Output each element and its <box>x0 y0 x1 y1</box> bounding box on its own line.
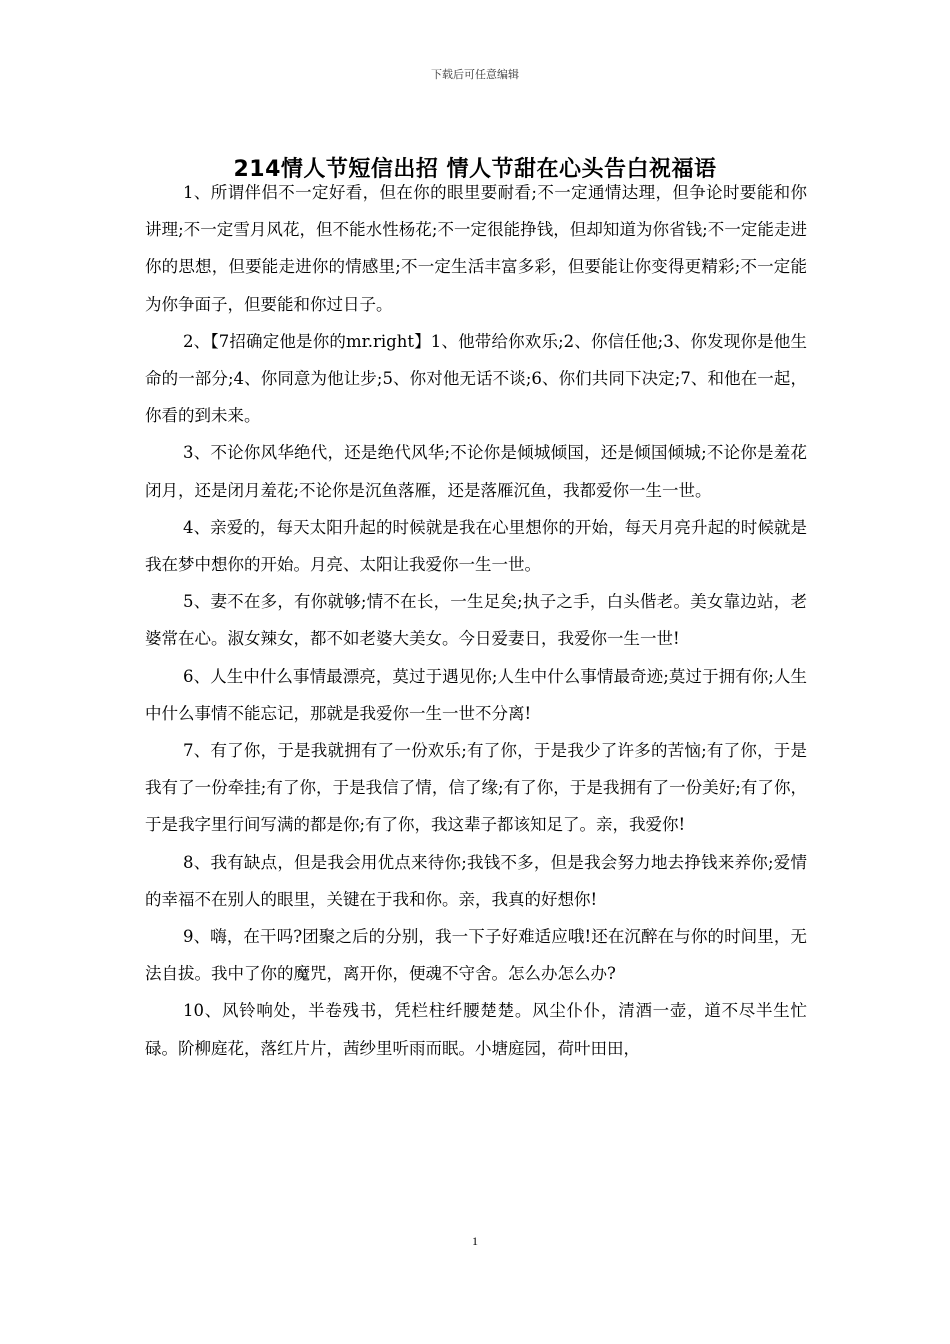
paragraph-6: 6、人生中什么事情最漂亮，莫过于遇见你;人生中什么事情最奇迹;莫过于拥有你;人生中什么事情不能忘记，那就是我爱你一生一世不分离! <box>145 666 807 723</box>
paragraph-3: 3、不论你风华绝代，还是绝代风华;不论你是倾城倾国，还是倾国倾城;不论你是羞花闭月，还是闭月羞花;不论你是沉鱼落雁，还是落雁沉鱼，我都爱你一生一世。 <box>145 443 807 500</box>
paragraph-10: 10、风铃响处，半卷残书，凭栏柱纤腰楚楚。风尘仆仆，清酒一壶，道不尽半生忙碌。阶柳庭花，落红片片，茜纱里听雨而眠。小塘庭园，荷叶田田， <box>145 1001 807 1058</box>
page-number: 1 <box>472 1234 478 1248</box>
document-body <box>145 174 807 1067</box>
paragraph-8: 8、我有缺点，但是我会用优点来待你;我钱不多，但是我会努力地去挣钱来养你;爱情的幸福不在别人的眼里，关键在于我和你。亲，我真的好想你! <box>145 852 807 909</box>
paragraph-5: 5、妻不在多，有你就够;情不在长，一生足矣;执子之手，白头偕老。美女靠边站，老婆常在心。淑女辣女，都不如老婆大美女。今日爱妻日，我爱你一生一世! <box>145 592 807 649</box>
paragraph-2: 2、【7招确定他是你的mr.right】1、他带给你欢乐;2、你信任他;3、你发现你是他生命的一部分;4、你同意为他让步;5、你对他无话不谈;6、你们共同下决定;7、和他在一起，你看的到未来。 <box>145 331 807 426</box>
header-note: 下载后可任意编辑 <box>431 68 519 81</box>
paragraph-4: 4、亲爱的，每天太阳升起的时候就是我在心里想你的开始，每天月亮升起的时候就是我在梦中想你的开始。月亮、太阳让我爱你一生一世。 <box>145 517 807 575</box>
paragraph-1: 1、所谓伴侣不一定好看，但在你的眼里要耐看;不一定通情达理，但争论时要能和你讲理;不一定雪月风花，但不能水性杨花;不一定很能挣钱，但却知道为你省钱;不一定能走进你的思想，但要能走进你的情感里;不一定生活丰富多彩，但要能让你变得更精彩;不一定能为你争面子，但要能和你过日子。 <box>145 183 807 314</box>
paragraph-9: 9、嗨，在干吗?团聚之后的分别，我一下子好难适应哦!还在沉醉在与你的时间里，无法自拔。我中了你的魔咒，离开你，便魂不守舍。怎么办怎么办? <box>145 927 807 984</box>
document-title: 214情人节短信出招 情人节甜在心头告白祝福语 <box>233 157 717 182</box>
paragraph-7: 7、有了你，于是我就拥有了一份欢乐;有了你，于是我少了许多的苦恼;有了你，于是我有了一份牵挂;有了你，于是我信了情，信了缘;有了你，于是我拥有了一份美好;有了你，于是我字里行间写满的都是你;有了你，我这辈子都该知足了。亲，我爱你! <box>145 741 807 835</box>
